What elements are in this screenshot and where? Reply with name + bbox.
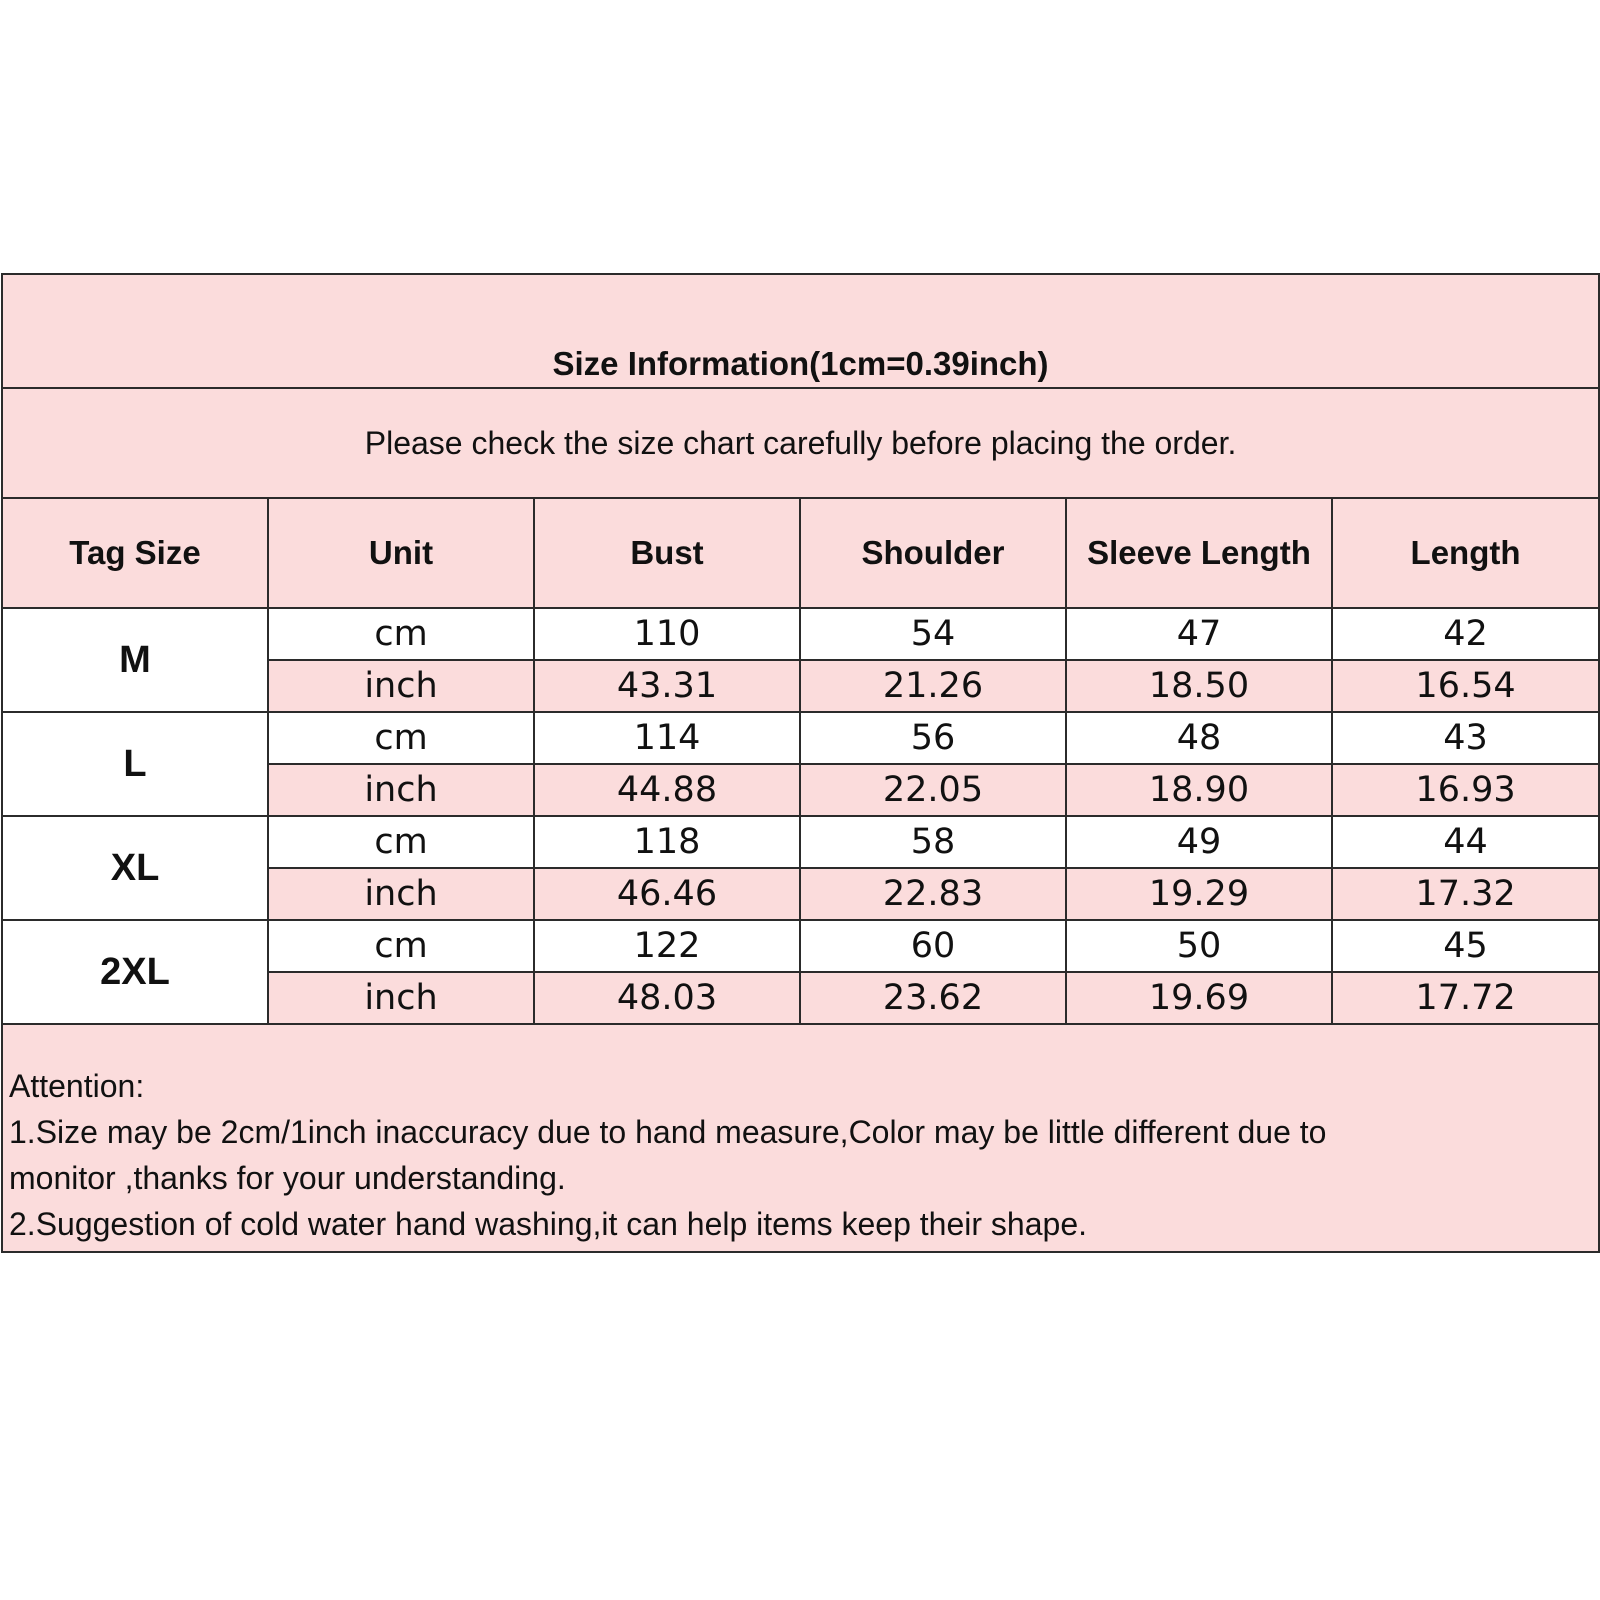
sleeve-length-cell: 19.69 [1066,972,1332,1024]
unit-cell: cm [268,608,534,660]
table-row [2,816,1599,868]
sleeve-length-cell: 50 [1066,920,1332,972]
size-chart-title: Size Information(1cm=0.39inch) [2,274,1599,388]
table-row [2,712,1599,764]
length-cell: 16.54 [1332,660,1599,712]
length-cell: 17.32 [1332,868,1599,920]
attention-notes [2,1024,1599,1252]
header-shoulder: Shoulder [800,498,1066,608]
table-row [2,920,1599,972]
tag-size-cell: L [2,712,268,816]
header-bust: Bust [534,498,800,608]
sleeve-length-cell: 48 [1066,712,1332,764]
bust-cell: 48.03 [534,972,800,1024]
length-cell: 42 [1332,608,1599,660]
unit-cell: inch [268,868,534,920]
bust-cell: 110 [534,608,800,660]
length-cell: 45 [1332,920,1599,972]
size-chart-table [1,273,1600,1253]
notes-row [2,1024,1599,1252]
bust-cell: 114 [534,712,800,764]
table-row [2,608,1599,660]
header-tag-size: Tag Size [2,498,268,608]
header-length: Length [1332,498,1599,608]
shoulder-cell: 22.83 [800,868,1066,920]
header-sleeve-length: Sleeve Length [1066,498,1332,608]
sleeve-length-cell: 18.50 [1066,660,1332,712]
length-cell: 44 [1332,816,1599,868]
shoulder-cell: 58 [800,816,1066,868]
shoulder-cell: 56 [800,712,1066,764]
length-cell: 17.72 [1332,972,1599,1024]
sleeve-length-cell: 19.29 [1066,868,1332,920]
length-cell: 16.93 [1332,764,1599,816]
size-chart-subtitle: Please check the size chart carefully before placing the order. [2,388,1599,498]
header-unit: Unit [268,498,534,608]
shoulder-cell: 21.26 [800,660,1066,712]
bust-cell: 43.31 [534,660,800,712]
header-row [2,498,1599,608]
bust-cell: 122 [534,920,800,972]
notes-heading: Attention: [9,1068,145,1104]
sleeve-length-cell: 49 [1066,816,1332,868]
shoulder-cell: 60 [800,920,1066,972]
note-line-3: 2.Suggestion of cold water hand washing,it can help items keep their shape. [9,1206,1087,1242]
title-row [2,274,1599,388]
shoulder-cell: 22.05 [800,764,1066,816]
unit-cell: inch [268,660,534,712]
length-cell: 43 [1332,712,1599,764]
subtitle-row [2,388,1599,498]
tag-size-cell: 2XL [2,920,268,1024]
bust-cell: 44.88 [534,764,800,816]
unit-cell: inch [268,764,534,816]
shoulder-cell: 23.62 [800,972,1066,1024]
unit-cell: cm [268,712,534,764]
note-line-2: monitor ,thanks for your understanding. [9,1160,566,1196]
shoulder-cell: 54 [800,608,1066,660]
tag-size-cell: XL [2,816,268,920]
sleeve-length-cell: 47 [1066,608,1332,660]
bust-cell: 118 [534,816,800,868]
sleeve-length-cell: 18.90 [1066,764,1332,816]
tag-size-cell: M [2,608,268,712]
note-line-1: 1.Size may be 2cm/1inch inaccuracy due to hand measure,Color may be little different due to [9,1114,1327,1150]
unit-cell: cm [268,816,534,868]
unit-cell: inch [268,972,534,1024]
bust-cell: 46.46 [534,868,800,920]
unit-cell: cm [268,920,534,972]
